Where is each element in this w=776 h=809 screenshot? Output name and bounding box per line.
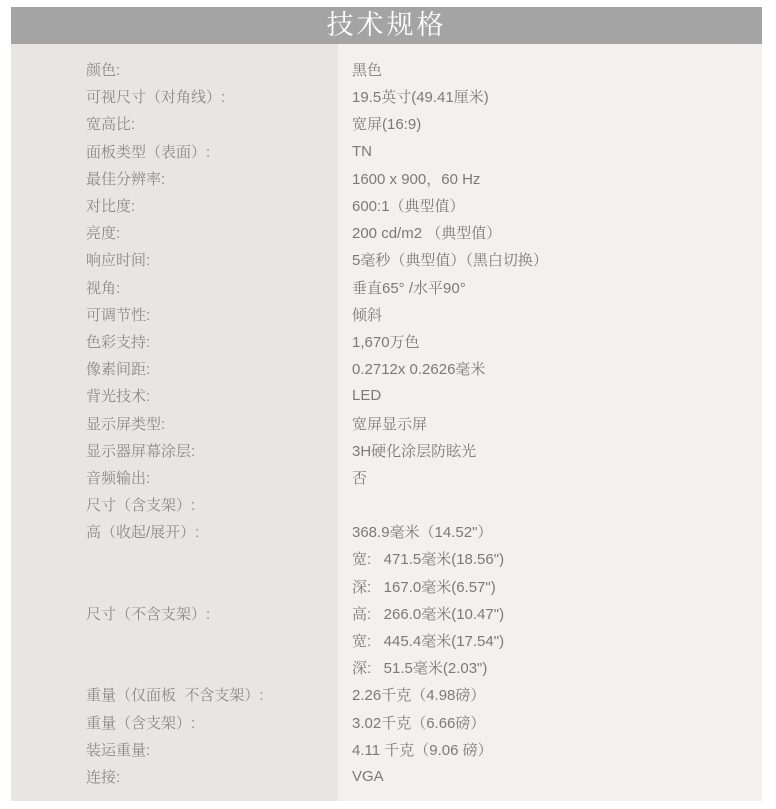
- spec-label: 显示器屏幕涂层:: [86, 442, 196, 460]
- spec-page: [0, 7, 776, 809]
- spec-value: 宽屏显示屏: [352, 415, 428, 433]
- spec-value: 宽屏(16:9): [352, 116, 422, 134]
- spec-value: 368.9毫米（14.52"）: [352, 524, 493, 542]
- spec-label: 最佳分辨率:: [86, 170, 166, 188]
- spec-value: 高: 266.0毫米(10.47"): [352, 605, 505, 623]
- spec-label: 重量（含支架）:: [86, 714, 196, 732]
- spec-row: [11, 518, 762, 545]
- spec-value: 黑色: [352, 62, 383, 80]
- spec-value: 宽: 445.4毫米(17.54"): [352, 633, 505, 651]
- spec-row: [11, 246, 762, 273]
- spec-label: 可视尺寸（对角线）:: [86, 89, 226, 107]
- spec-value: 200 cd/m2 （典型值）: [352, 225, 502, 243]
- spec-row: [11, 573, 762, 600]
- spec-value: LED: [352, 387, 382, 405]
- spec-row: [11, 355, 762, 382]
- spec-row: [11, 491, 762, 518]
- spec-value: 否: [352, 469, 368, 487]
- spec-label: 像素间距:: [86, 361, 151, 379]
- spec-label: 显示屏类型:: [86, 415, 166, 433]
- page-title: 技术规格: [326, 10, 447, 40]
- spec-value: 0.2712x 0.2626毫米: [352, 361, 486, 379]
- spec-row: [11, 464, 762, 491]
- spec-label: 背光技术:: [86, 388, 151, 406]
- spec-value: 1,670万色: [352, 333, 420, 351]
- spec-label: 宽高比:: [86, 116, 136, 134]
- spec-row: [11, 274, 762, 301]
- spec-row: [11, 192, 762, 219]
- spec-value: 倾斜: [352, 306, 383, 324]
- spec-value: 3H硬化涂层防眩光: [352, 442, 477, 460]
- spec-value: 垂直65° /水平90°: [352, 279, 466, 297]
- spec-value: VGA: [352, 767, 384, 785]
- spec-label: 面板类型（表面）:: [86, 143, 211, 161]
- spec-label: 装运重量:: [86, 741, 151, 759]
- spec-row: [11, 600, 762, 627]
- spec-row: [11, 138, 762, 165]
- spec-value: 宽: 471.5毫米(18.56"): [352, 551, 505, 569]
- spec-row: [11, 110, 762, 137]
- spec-row: [11, 165, 762, 192]
- spec-row: [11, 545, 762, 572]
- spec-row: [11, 437, 762, 464]
- spec-label: 色彩支持:: [86, 333, 151, 351]
- spec-value: TN: [352, 142, 372, 160]
- spec-content: [11, 44, 762, 801]
- spec-value: 深: 51.5毫米(2.03"): [352, 660, 488, 678]
- section-header-bar: [11, 7, 762, 44]
- spec-value: 深: 167.0毫米(6.57"): [352, 578, 496, 596]
- spec-row: [11, 763, 762, 790]
- spec-label: 可调节性:: [86, 306, 151, 324]
- spec-label: 重量（仅面板 不含支架）:: [86, 687, 264, 705]
- spec-value: 19.5英寸(49.41厘米): [352, 89, 489, 107]
- spec-row: [11, 681, 762, 708]
- spec-label: 响应时间:: [86, 252, 151, 270]
- spec-label: 对比度:: [86, 198, 136, 216]
- spec-value: 4.11 千克（9.06 磅）: [352, 741, 493, 759]
- spec-row: [11, 709, 762, 736]
- spec-row: [11, 328, 762, 355]
- spec-value: 2.26千克（4.98磅）: [352, 687, 486, 705]
- spec-row: [11, 301, 762, 328]
- spec-value: 600:1（典型值）: [352, 198, 465, 216]
- spec-row: [11, 382, 762, 409]
- spec-table: [11, 56, 762, 790]
- spec-value: 1600 x 900，60 Hz: [352, 170, 481, 188]
- spec-label: 尺寸（含支架）:: [86, 497, 196, 515]
- spec-label: 尺寸（不含支架）:: [86, 605, 211, 623]
- spec-row: [11, 654, 762, 681]
- spec-label: 亮度:: [86, 225, 121, 243]
- spec-label: 连接:: [86, 768, 121, 786]
- spec-row: [11, 56, 762, 83]
- spec-value: 5毫秒（典型值）（黑白切换）: [352, 252, 548, 270]
- spec-row: [11, 409, 762, 436]
- spec-label: 音频输出:: [86, 469, 151, 487]
- spec-label: 高（收起/展开）:: [86, 524, 200, 542]
- spec-label: 颜色:: [86, 62, 121, 80]
- spec-row: [11, 219, 762, 246]
- spec-row: [11, 83, 762, 110]
- spec-value: 3.02千克（6.66磅）: [352, 714, 486, 732]
- spec-label: 视角:: [86, 279, 121, 297]
- spec-row: [11, 736, 762, 763]
- spec-row: [11, 627, 762, 654]
